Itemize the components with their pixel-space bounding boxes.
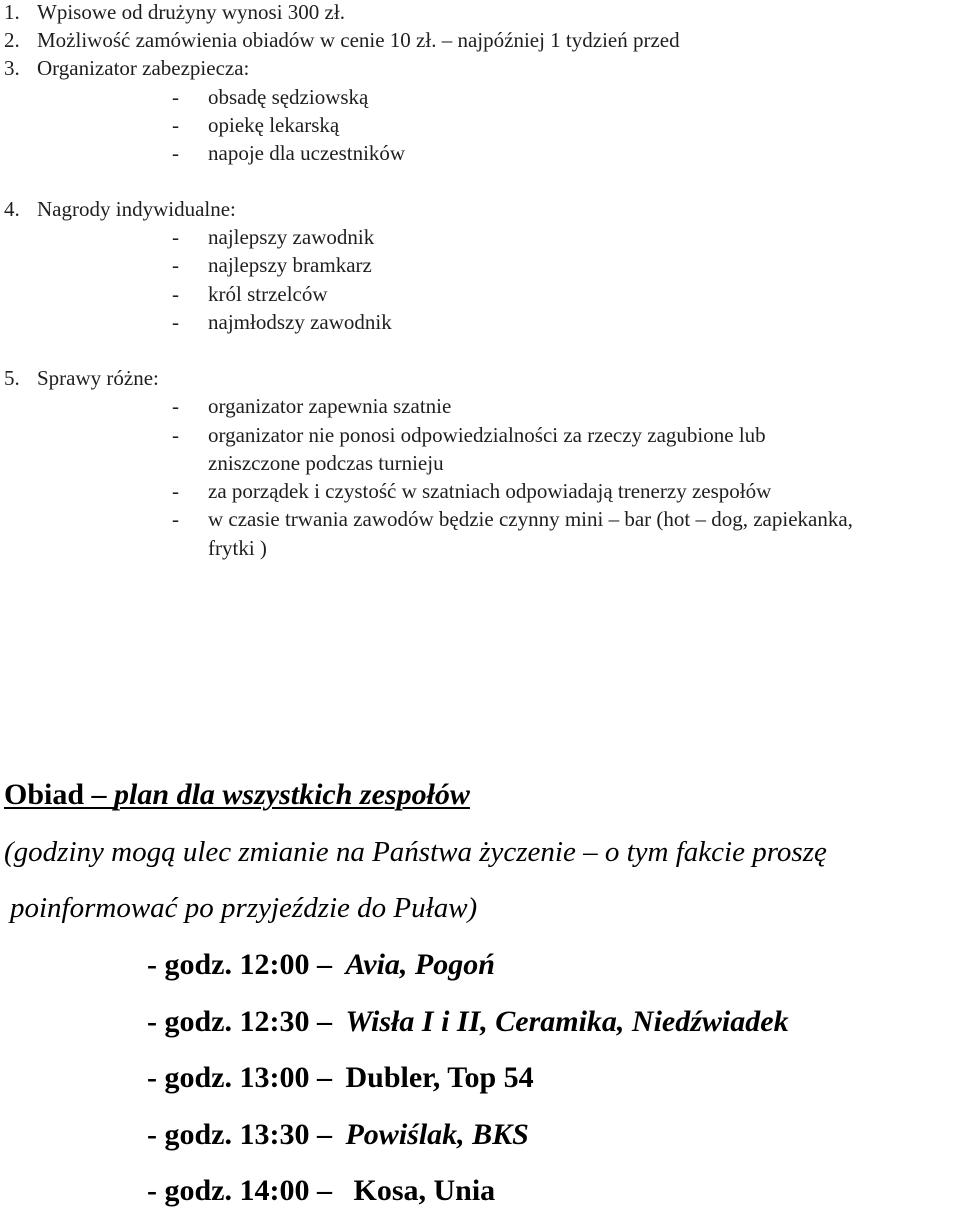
list-item-1-number: 1. <box>4 0 20 24</box>
list-item-3-sub-1: obsadę sędziowską <box>208 85 369 109</box>
sub-dash: - <box>172 282 179 306</box>
lunch-note-line-2: poinformować po przyjeździe do Puław) <box>10 892 478 924</box>
sub-dash: - <box>172 113 179 137</box>
lunch-heading-bold: Obiad <box>4 778 85 811</box>
list-item-4-sub-2: najlepszy bramkarz <box>208 253 372 277</box>
schedule-time: - godz. 14:00 – <box>147 1174 332 1207</box>
schedule-row <box>147 950 495 980</box>
schedule-teams: Kosa, Unia <box>353 1174 496 1207</box>
sub-dash: - <box>172 253 179 277</box>
sub-dash: - <box>172 85 179 109</box>
schedule-row <box>147 1176 495 1206</box>
schedule-time: - godz. 13:30 – <box>147 1118 332 1151</box>
list-item-3-text: Organizator zabezpiecza: <box>37 56 250 80</box>
list-item-5-sub-4-cont: frytki ) <box>208 536 267 560</box>
list-item-5-sub-2-cont: zniszczone podczas turnieju <box>208 451 444 475</box>
lunch-heading-italic: plan dla wszystkich zespołów <box>114 778 470 811</box>
schedule-time: - godz. 13:00 – <box>147 1061 332 1094</box>
list-item-5-number: 5. <box>4 366 20 390</box>
lunch-heading <box>4 780 470 810</box>
schedule-row <box>147 1007 789 1037</box>
sub-dash: - <box>172 310 179 334</box>
sub-dash: - <box>172 479 179 503</box>
schedule-teams: Wisła I i II, Ceramika, Niedźwiadek <box>345 1005 789 1038</box>
list-item-3-number: 3. <box>4 56 20 80</box>
schedule-row <box>147 1063 534 1093</box>
list-item-2-text: Możliwość zamówienia obiadów w cenie 10 zł. – najpóźniej 1 tydzień przed <box>37 28 680 52</box>
list-item-4-number: 4. <box>4 197 20 221</box>
list-item-4-text: Nagrody indywidualne: <box>37 197 236 221</box>
schedule-time: - godz. 12:30 – <box>147 1005 332 1038</box>
schedule-teams: Dubler, Top 54 <box>345 1061 534 1094</box>
sub-dash: - <box>172 225 179 249</box>
list-item-5-sub-4: w czasie trwania zawodów będzie czynny mini – bar (hot – dog, zapiekanka, <box>208 507 853 531</box>
list-item-4-sub-4: najmłodszy zawodnik <box>208 310 392 334</box>
schedule-time: - godz. 12:00 – <box>147 948 332 981</box>
sub-dash: - <box>172 394 179 418</box>
sub-dash: - <box>172 141 179 165</box>
list-item-2-number: 2. <box>4 28 20 52</box>
list-item-3-sub-3: napoje dla uczestników <box>208 141 406 165</box>
list-item-4-sub-3: król strzelców <box>208 282 328 306</box>
list-item-4-sub-1: najlepszy zawodnik <box>208 225 375 249</box>
schedule-teams: Avia, Pogoń <box>345 948 495 981</box>
list-item-5-text: Sprawy różne: <box>37 366 159 390</box>
list-item-5-sub-3: za porządek i czystość w szatniach odpowiadają trenerzy zespołów <box>208 479 772 503</box>
list-item-5-sub-1: organizator zapewnia szatnie <box>208 394 452 418</box>
sub-dash: - <box>172 507 179 531</box>
schedule-row <box>147 1120 529 1150</box>
list-item-3-sub-2: opiekę lekarską <box>208 113 340 137</box>
schedule-teams: Powiślak, BKS <box>345 1118 529 1151</box>
sub-dash: - <box>172 423 179 447</box>
lunch-heading-dash: – <box>84 778 115 811</box>
list-item-1-text: Wpisowe od drużyny wynosi 300 zł. <box>37 0 345 24</box>
list-item-5-sub-2: organizator nie ponosi odpowiedzialności za rzeczy zagubione lub <box>208 423 766 447</box>
lunch-note-line-1: (godziny mogą ulec zmianie na Państwa życzenie – o tym fakcie proszę <box>4 836 827 868</box>
